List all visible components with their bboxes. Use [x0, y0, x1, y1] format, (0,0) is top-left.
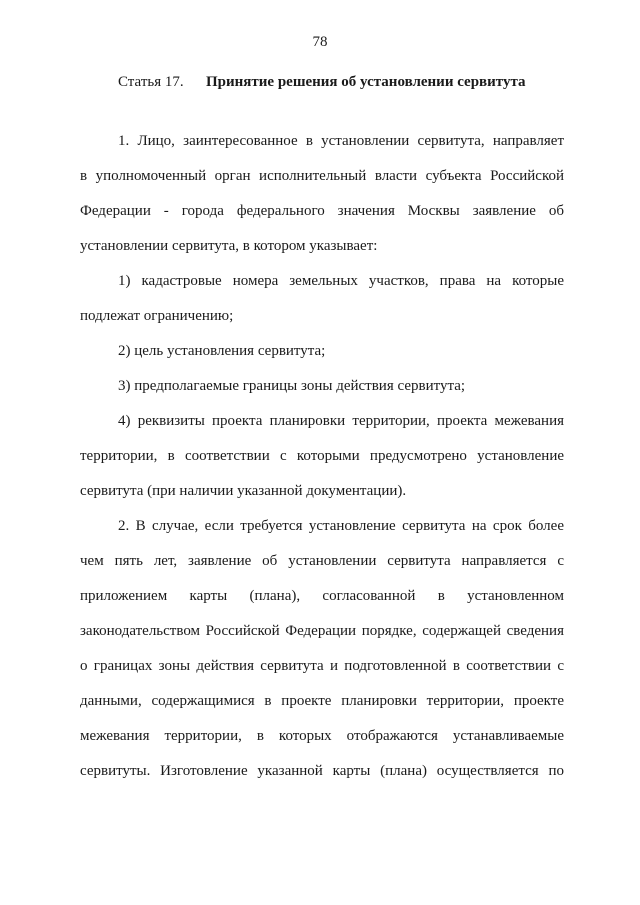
paragraph-line: чем пять лет, заявление об установлении сервитута направляется с	[80, 553, 564, 569]
paragraph-line: приложением карты (плана), согласованной в установленном	[80, 588, 564, 604]
paragraph-line: 3) предполагаемые границы зоны действия сервитута;	[118, 378, 466, 394]
list-item-2	[80, 334, 564, 369]
list-item-1	[80, 264, 564, 334]
paragraph-line: сервитуты. Изготовление указанной карты (плана) осуществляется по	[80, 763, 564, 779]
article-label: Статья 17.	[118, 74, 184, 90]
paragraph-line: сервитута (при наличии указанной документации).	[80, 483, 407, 499]
paragraph-line: 2) цель установления сервитута;	[118, 343, 326, 359]
paragraph-line: данными, содержащимися в проекте планировки территории, проекте	[80, 693, 564, 709]
paragraph-line: межевания территории, в которых отображаются устанавливаемые	[80, 728, 564, 744]
paragraph-line: 1. Лицо, заинтересованное в установлении сервитута, направляет	[118, 133, 564, 149]
paragraph-line: в уполномоченный орган исполнительный власти субъекта Российской	[80, 168, 564, 184]
paragraph-line: Федерации - города федерального значения Москвы заявление об	[80, 203, 564, 219]
paragraph-line: 4) реквизиты проекта планировки территории, проекта межевания	[118, 413, 564, 429]
list-item-4	[80, 404, 564, 509]
paragraph-line: 1) кадастровые номера земельных участков, права на которые	[118, 273, 564, 289]
article-title: Принятие решения об установлении сервитута	[206, 74, 526, 90]
paragraph-line: 2. В случае, если требуется установление сервитута на срок более	[118, 518, 564, 534]
article-heading	[118, 74, 526, 91]
paragraph-line: установлении сервитута, в котором указывает:	[80, 238, 378, 254]
paragraph-1	[80, 124, 564, 264]
paragraph-line: о границах зоны действия сервитута и подготовленной в соответствии с	[80, 658, 564, 674]
paragraph-2	[80, 509, 564, 789]
paragraph-line: территории, в соответствии с которыми предусмотрено установление	[80, 448, 564, 464]
page-number: 78	[312, 34, 328, 50]
list-item-3	[80, 369, 564, 404]
article-body	[80, 124, 564, 789]
paragraph-line: законодательством Российской Федерации порядке, содержащей сведения	[80, 623, 564, 639]
paragraph-line: подлежат ограничению;	[80, 308, 234, 324]
